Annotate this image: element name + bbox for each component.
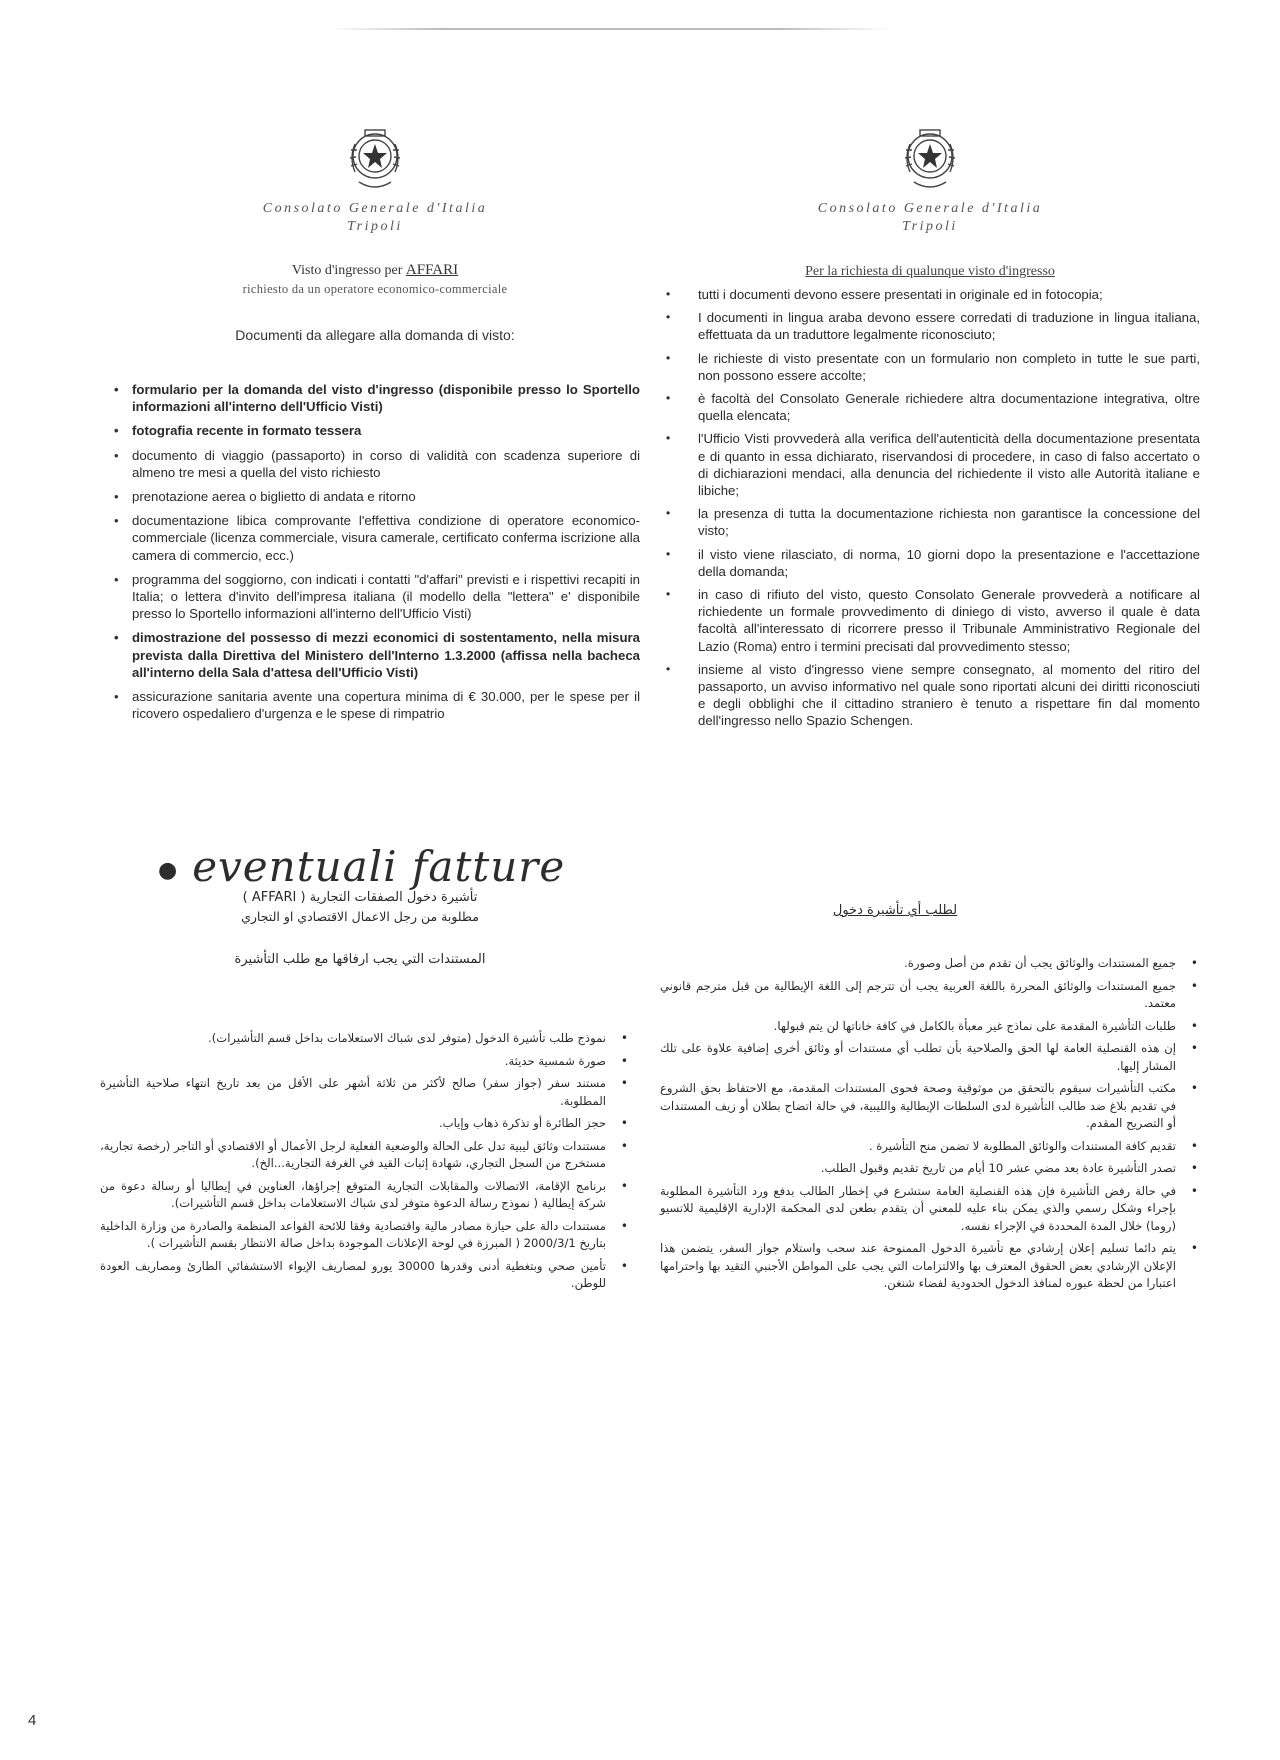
list-item: • assicurazione sanitaria avente una copertura minima di € 30.000, per le spese per il ricovero ospedaliero d'urgenza e le spese di rimpatrio bbox=[110, 688, 640, 722]
consulate-name-right bbox=[818, 200, 1042, 236]
arabic-general-requirements-heading: لطلب أي تأشيرة دخول bbox=[832, 903, 958, 918]
list-item: • formulario per la domanda del visto d'ingresso (disponibile presso lo Sportello informazioni all'interno dell'Ufficio Visti) bbox=[110, 381, 640, 415]
bullet-dot: ● bbox=[158, 857, 179, 883]
list-item: • documentazione libica comprovante l'effettiva condizione di operatore economico-commerciale (licenza commerciale, visura camerale, certificato conferma iscrizione alla camera di commercio, ecc.) bbox=[110, 512, 640, 564]
list-item: • è facoltà del Consolato Generale richiedere altra documentazione integrativa, oltre quella elencata; bbox=[660, 390, 1200, 424]
list-item: • prenotazione aerea o biglietto di andata e ritorno bbox=[110, 488, 640, 505]
arabic-visa-heading bbox=[150, 890, 570, 967]
required-documents-list bbox=[110, 381, 640, 722]
list-item: • il visto viene rilasciato, di norma, 10 giorni dopo la presentazione e l'accettazione della domanda; bbox=[660, 546, 1200, 580]
visa-title bbox=[110, 262, 640, 279]
list-item: • نموذج طلب تأشيرة الدخول (متوفر لدى شباك الاستعلامات بداخل قسم التأشيرات). bbox=[100, 1030, 630, 1048]
general-requirements-heading: Per la richiesta di qualunque visto d'ingresso bbox=[805, 264, 1055, 279]
italian-republic-emblem-icon bbox=[896, 122, 964, 194]
list-item: • برنامج الإقامة، الاتصالات والمقابلات التجارية المتوقع إجراؤها، العناوين في إيطاليا أو رسالة دعوة من شركة إيطالية ( نموذج رسالة الدعوة متوفر لدى شباك الاستعلامات بداخل قسم التأشيرات). bbox=[100, 1178, 630, 1213]
list-item: • جميع المستندات والوثائق المحررة باللغة العربية يجب أن تترجم إلى اللغة الإيطالية من قبل مترجم قانوني معتمد. bbox=[660, 978, 1200, 1013]
list-item: • مستندات دالة على حيازة مصادر مالية واقتصادية وفقا للائحة القواعد المنظمة والصادرة من وزارة الداخلية بتاريخ 2000/3/1 ( المبرزة في لوحة الإعلانات الموجودة بداخل صالة الانتظار بقسم التأشيرات ). bbox=[100, 1218, 630, 1253]
list-item: • تصدر التأشيرة عادة بعد مضي عشر 10 أيام من تاريخ تقديم وقبول الطلب. bbox=[660, 1160, 1200, 1178]
list-item: • l'Ufficio Visti provvederà alla verifica dell'autenticità della documentazione presentata e di quanto in essa dichiarato, riservandosi di procedere, in caso di falso accertato o di dichiarazioni mendaci, alla denuncia del richiedente il visto alle Autorità italiane e libiche; bbox=[660, 430, 1200, 499]
arabic-required-documents-list bbox=[100, 1030, 630, 1298]
right-column bbox=[660, 122, 1200, 736]
list-item: • la presenza di tutta la documentazione richiesta non garantisce la concessione del visto; bbox=[660, 505, 1200, 539]
page-number: 4 bbox=[28, 1712, 37, 1729]
list-item: • I documenti in lingua araba devono essere corredati di traduzione in lingua italiana, effettuata da un traduttore legalmente riconosciuto; bbox=[660, 309, 1200, 343]
list-item: • مستند سفر (جواز سفر) صالح لأكثر من ثلاثة أشهر على الأقل من بعد تاريخ انتهاء صلاحية التأشيرة المطلوبة. bbox=[100, 1075, 630, 1110]
list-item: • tutti i documenti devono essere presentati in originale ed in fotocopia; bbox=[660, 286, 1200, 303]
consulate-line1: Consolato Generale d'Italia bbox=[262, 201, 488, 216]
handwritten-note bbox=[158, 842, 565, 891]
list-item: • تقديم كافة المستندات والوثائق المطلوبة لا تضمن منح التأشيرة . bbox=[660, 1138, 1200, 1156]
list-item: • حجز الطائرة أو تذكرة ذهاب وإياب. bbox=[100, 1115, 630, 1133]
list-item: • مكتب التأشيرات سيقوم بالتحقق من موثوقية وصحة فحوى المستندات المقدمة، مع الاحتفاظ بحق الشروع في تقديم بلاغ ضد طالب التأشيرة لدى السلطات الإيطالية والليبية، في حالة اتضاح بطلان أو زيف المستندات أو التصريح المقدم. bbox=[660, 1080, 1200, 1133]
consulate-line2: Tripoli bbox=[902, 219, 958, 234]
list-item: • مستندات وثائق ليبية تدل على الحالة والوضعية الفعلية لرجل الأعمال أو الاقتصادي أو التاجر (رخصة تجارية، مستخرج من السجل التجاري، شهادة إثبات القيد في الغرفة التجارية...الخ). bbox=[100, 1138, 630, 1173]
list-item: • dimostrazione del possesso di mezzi economici di sostentamento, nella misura prevista dalla Direttiva del Ministero dell'Interno 1.3.2000 (affissa nella bacheca all'interno della Sala d'attesa dell'Ufficio Visti) bbox=[110, 629, 640, 681]
italian-republic-emblem-icon bbox=[341, 122, 409, 194]
visa-subtitle: richiesto da un operatore economico-commerciale bbox=[242, 282, 508, 296]
list-item: • fotografia recente in formato tessera bbox=[110, 422, 640, 439]
consulate-name-left bbox=[263, 200, 487, 236]
list-item: • يتم دائما تسليم إعلان إرشادي مع تأشيرة الدخول الممنوحة عند سحب واستلام جواز السفر، يتضمن هذا الإعلان الإرشادي بعض الحقوق المعترف بها والالتزامات التي يجب على المواطن الأجنبي التقيد بها واحترامها اعتبارا من لحظة عبوره لمنافذ الدخول الحدودية لفضاء شنغن. bbox=[660, 1240, 1200, 1293]
left-column bbox=[110, 122, 640, 729]
list-item: • تأمين صحي وبتغطية أدنى وقدرها 30000 يورو لمصاريف الإيواء الاستشفائي الطارئ ومصاريف العودة للوطن. bbox=[100, 1258, 630, 1293]
visa-title-type: AFFARI bbox=[405, 262, 459, 278]
arabic-documents-heading: المستندات التي يجب ارفاقها مع طلب التأشيرة bbox=[234, 952, 486, 967]
left-header bbox=[110, 122, 640, 236]
list-item: • طلبات التأشيرة المقدمة على نماذج غير معبأة بالكامل في كافة خاناتها لن يتم قبولها. bbox=[660, 1018, 1200, 1036]
arabic-visa-title: تأشيرة دخول الصفقات التجارية ( AFFARI ) bbox=[242, 890, 478, 905]
list-item: • صورة شمسية حديثة. bbox=[100, 1053, 630, 1071]
list-item: • insieme al visto d'ingresso viene sempre consegnato, al momento del ritiro del passaporto, un avviso informativo nel quale sono riportati alcuni dei diritti riconosciuti e degli obblighi che il cittadino straniero è tenuto a rispettare fin dal momento dell'ingresso nello Spazio Schengen. bbox=[660, 661, 1200, 730]
arabic-general-requirements-list bbox=[660, 955, 1200, 1298]
scan-top-rule bbox=[330, 28, 890, 30]
list-item: • جميع المستندات والوثائق يجب أن تقدم من أصل وصورة. bbox=[660, 955, 1200, 973]
consulate-line2: Tripoli bbox=[347, 219, 403, 234]
general-requirements-list bbox=[660, 286, 1200, 730]
list-item: • في حالة رفض التأشيرة فإن هذه القنصلية العامة ستشرع في إخطار الطالب بدفع ورد التأشيرة المطلوبة بإجراء وشكل رسمي والذي يمكن بناء عليه للمعني أن يتقدم بطعن لدى المحكمة الإدارية الإقليمية للاتسيو (روما) خلال المدة المحددة في الإجراء نفسه. bbox=[660, 1183, 1200, 1236]
arabic-visa-subtitle: مطلوبة من رجل الاعمال الاقتصادي او التجاري bbox=[241, 909, 479, 924]
right-header bbox=[660, 122, 1200, 236]
documents-heading: Documenti da allegare alla domanda di visto: bbox=[235, 327, 515, 343]
list-item: • programma del soggiorno, con indicati i contatti "d'affari" previsti e i rispettivi recapiti in Italia; o lettera d'invito dell'impresa italiana (il modello della "lettera" e' disponibile presso lo Sportello informazioni all'interno dell'Ufficio Visti) bbox=[110, 571, 640, 623]
list-item: • إن هذه القنصلية العامة لها الحق والصلاحية بأن تطلب أي مستندات أو وثائق أخرى إضافية علاوة على تلك المشار إليها. bbox=[660, 1040, 1200, 1075]
list-item: • documento di viaggio (passaporto) in corso di validità con scadenza superiore di almeno tre mesi a quella del visto richiesto bbox=[110, 447, 640, 481]
handwritten-note-text: eventuali fatture bbox=[192, 842, 566, 891]
visa-title-prefix: Visto d'ingresso per bbox=[291, 263, 406, 278]
list-item: • in caso di rifiuto del visto, questo Consolato Generale provvederà a notificare al richiedente un formale provvedimento di diniego di visto, avverso il quale è data facoltà all'interessato di ricorrere presso il Tribunale Amministrativo Regionale del Lazio (Roma) entro i termini precisati dal provvedimento stesso; bbox=[660, 586, 1200, 655]
consulate-line1: Consolato Generale d'Italia bbox=[817, 201, 1043, 216]
list-item: • le richieste di visto presentate con un formulario non completo in tutte le sue parti, non possono essere accolte; bbox=[660, 350, 1200, 384]
